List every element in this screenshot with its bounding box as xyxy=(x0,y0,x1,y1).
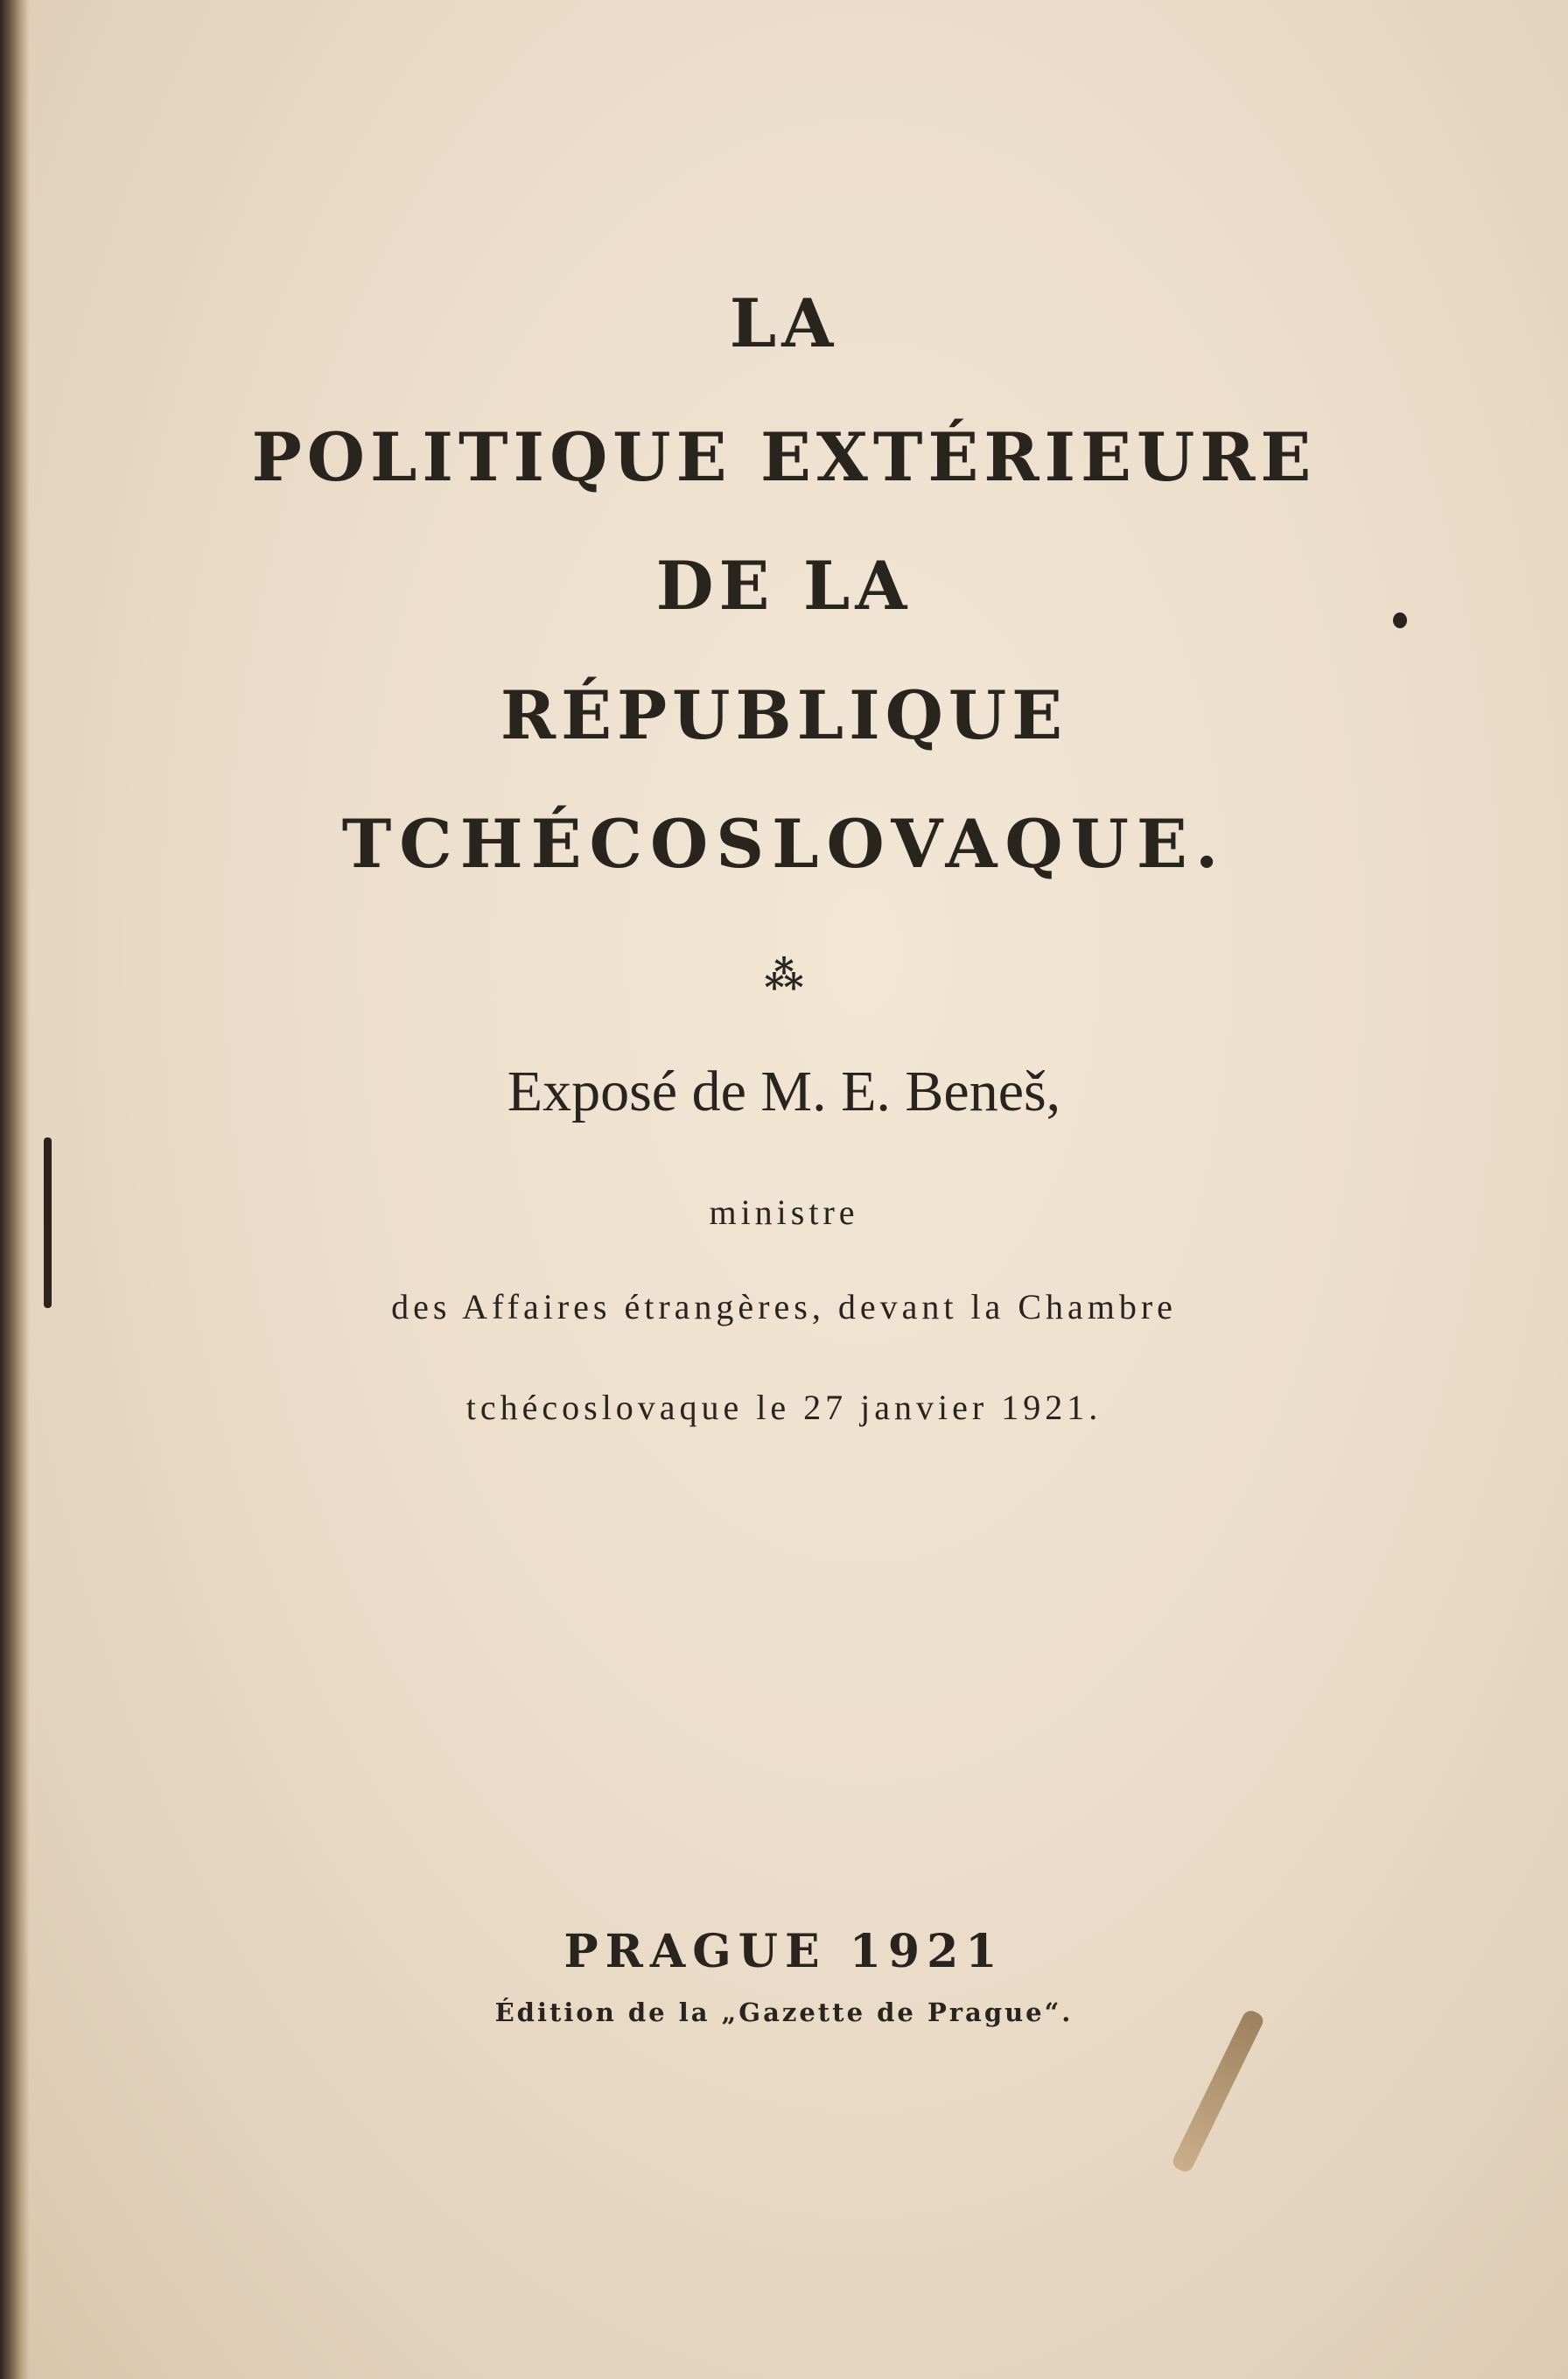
title-line-3: DE LA xyxy=(655,547,913,625)
subtitle-line-2: des Affaires étrangères, devant la Chambre xyxy=(391,1287,1177,1326)
author-line: Exposé de M. E. Beneš, xyxy=(507,1060,1061,1123)
subtitle-line-3: tchécoslovaque le 27 janvier 1921. xyxy=(466,1388,1102,1427)
imprint-edition: Édition de la „Gazette de Prague“. xyxy=(494,1998,1074,2027)
title-line-2: POLITIQUE EXTÉRIEURE xyxy=(251,418,1317,496)
title-line-1: LA xyxy=(729,284,839,362)
asterism-ornament: ⁂ xyxy=(764,954,804,998)
title-line-4: RÉPUBLIQUE xyxy=(500,676,1068,754)
imprint-place-year: PRAGUE 1921 xyxy=(564,1925,1004,1978)
paper-stain xyxy=(1170,2008,1265,2174)
subtitle-line-1: ministre xyxy=(709,1193,859,1232)
title-line-5: TCHÉCOSLOVAQUE. xyxy=(341,805,1227,883)
